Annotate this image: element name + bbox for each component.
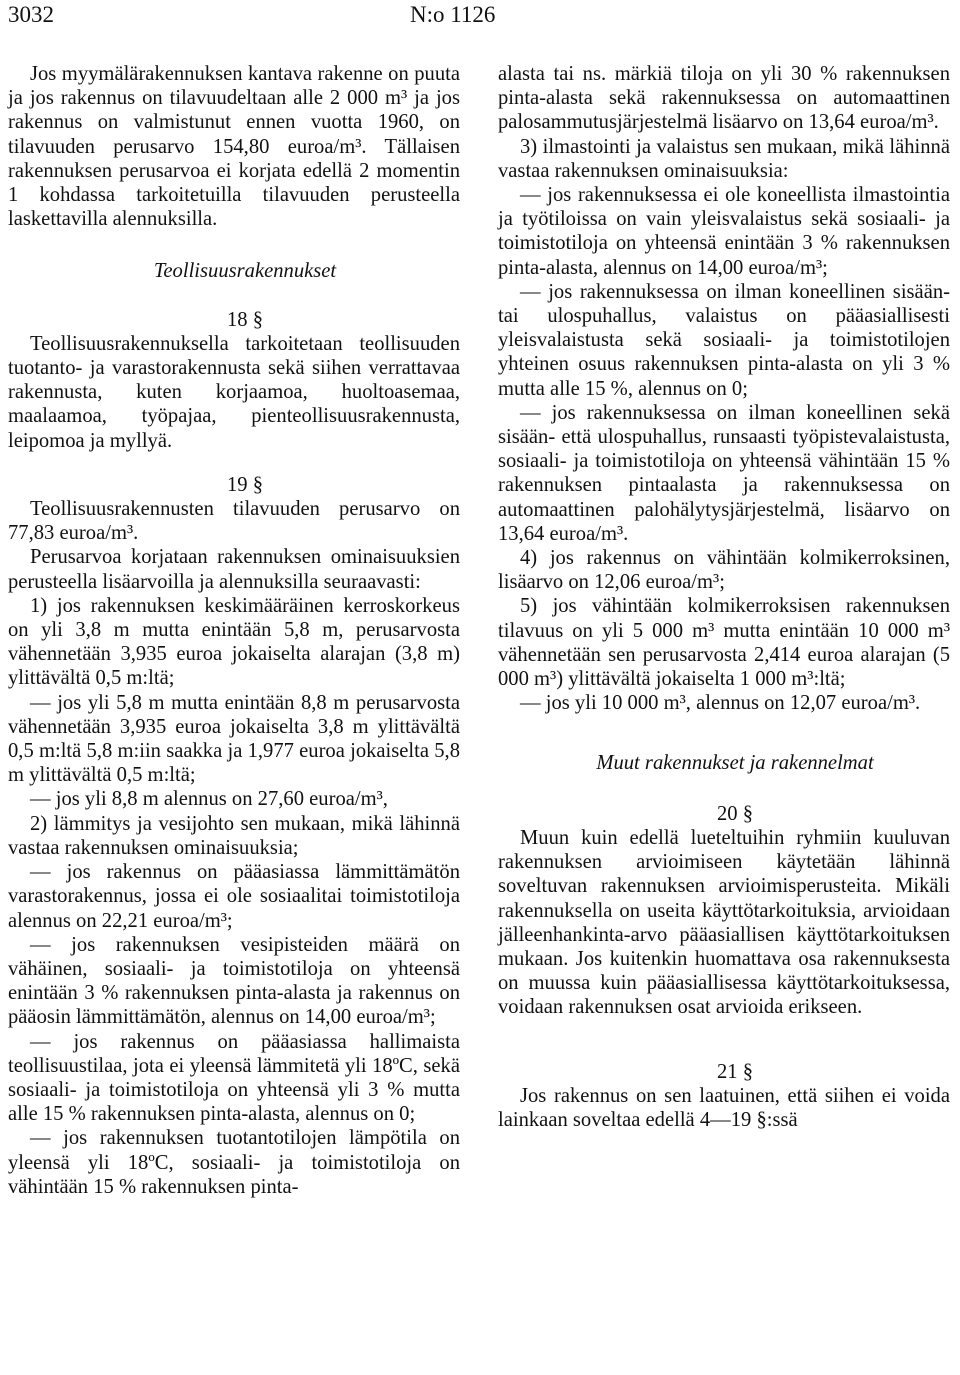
list-item: — jos yli 5,8 m mutta enintään 8,8 m perusarvosta vähennetään 3,935 euroa jokaiselta 3,8 m ylittävältä 0,5 m:ltä 5,8 m:iin saakka ja 1,977 euroa jokaiselta 5,8 m ylittävältä 0,5 m:ltä; [8, 691, 460, 787]
section-heading: Teollisuusrakennukset [153, 260, 337, 283]
list-item: 5) jos vähintään kolmikerroksisen rakennuksen tilavuus on yli 5 000 m³ mutta enintään 10 000 m³ vähennetään sen perusarvosta 2,414 euroa alarajan (5 000 m³) ylittävältä jokaiselta 1 000 m³:ltä; [498, 595, 950, 691]
paragraph: Jos myymälärakennuksen kantava rakenne on puuta ja jos rakennus on tilavuudeltaan alle 2 000 m³ ja jos rakennus on valmistunut ennen vuotta 1960, on tilavuuden perusarvo 154,80 euroa/m³. Tällaisen rakennuksen perusarvoa ei korjata edellä 2 momentin 1 kohdassa tarkoitetuilla tilavuuden perusteella laskettavilla alennuksilla. [8, 63, 460, 231]
paragraph: Muun kuin edellä lueteltuihin ryhmiin kuuluvan rakennuksen arvioimiseen käytetään lähinnä soveltuvan rakennuksen arvioimisperusteita. Mikäli rakennuksella on useita käyttötarkoituksia, arvioidaan jälleenhankinta-arvo pääasiallisen käyttötarkoituksen mukaan. Jos kuitenkin huomattava osa rakennuksesta on muussa kuin pääasiallisessa käyttötarkoituksessa, voidaan rakennuksen osat arvioida erikseen. [498, 826, 950, 1019]
page-header [0, 0, 960, 34]
section-heading: Muut rakennukset ja rakennelmat [596, 752, 874, 775]
section-number: 18 § [226, 308, 264, 331]
section-number: 20 § [716, 802, 754, 825]
paragraph: Teollisuusrakennusten tilavuuden perusarvo on 77,83 euroa/m³. [8, 498, 460, 545]
list-item: — jos rakennuksessa ei ole koneellista ilmastointia ja työtiloissa on vain yleisvalaistus sekä sosiaali- ja toimistotiloja on yhteensä enintään 3 % rakennuksen pinta-alasta, alennus on 14,00 euroa/m³; [498, 184, 950, 279]
right-column [498, 62, 950, 1132]
list-item: — jos rakennuksessa on ilman koneellinen sisään- tai ulospuhallus, valaistus on pääasiallisesti yleisvalaistusta sekä sosiaali- ja toimistotilojen yhteinen osuus rakennuksen pinta-alasta on yli 3 % mutta alle 15 %, alennus on 0; [498, 280, 950, 400]
list-item: — jos yli 10 000 m³, alennus on 12,07 euroa/m³. [520, 692, 921, 715]
left-column [8, 62, 460, 1199]
list-item: — jos rakennuksessa on ilman koneellinen sekä sisään- että ulospuhallus, runsaasti työpistevalaistusta, sosiaali- ja toimistotiloja on yhteensä vähintään 15 % rakennuksen pintaalasta ja rakennuksessa on automaattinen palohälytysjärjestelmä, lisäarvo on 13,64 euroa/m³. [498, 401, 950, 545]
list-item: 2) lämmitys ja vesijohto sen mukaan, mikä lähinnä vastaa rakennuksen ominaisuuksia; [8, 812, 460, 859]
paragraph: alasta tai ns. märkiä tiloja on yli 30 % rakennuksen pinta-alasta sekä rakennuksessa on automaattinen palosammutusjärjestelmä lisäarvo on 13,64 euroa/m³. [498, 63, 950, 134]
paragraph: Teollisuusrakennuksella tarkoitetaan teollisuuden tuotanto- ja varastorakennusta sekä siihen verrattavaa rakennusta, kuten korjaamoa, huoltoasemaa, maalaamoa, työpajaa, pienteollisuusrakennusta, leipomoa ja myllyä. [8, 332, 460, 452]
issue-number: N:o 1126 [410, 2, 496, 27]
list-item: — jos rakennus on pääasiassa lämmittämätön varastorakennus, jossa ei ole sosiaalitai toimistotiloja alennus on 22,21 euroa/m³; [8, 861, 460, 932]
section-number: 21 § [716, 1060, 754, 1083]
list-item: — jos yli 8,8 m alennus on 27,60 euroa/m³, [30, 788, 388, 811]
list-item: 4) jos rakennus on vähintään kolmikerroksinen, lisäarvo on 12,06 euroa/m³; [498, 547, 950, 594]
paragraph: Perusarvoa korjataan rakennuksen ominaisuuksien perusteella lisäarvoilla ja alennuksilla seuraavasti: [8, 546, 460, 593]
list-item: 3) ilmastointi ja valaistus sen mukaan, mikä lähinnä vastaa rakennuksen ominaisuuksia: [498, 135, 950, 182]
paragraph: Jos rakennus on sen laatuinen, että siihen ei voida lainkaan soveltaa edellä 4—19 §:ssä [498, 1084, 950, 1131]
page-number: 3032 [8, 2, 54, 27]
list-item: — jos rakennus on pääasiassa hallimaista teollisuustilaa, jota ei yleensä lämmitetä yli 18ºC, sekä sosiaali- ja toimistotiloja on yhteensä yli 3 % mutta alle 15 % rakennuksen pinta-alasta, alennus on 0; [8, 1030, 460, 1126]
list-item: — jos rakennuksen vesipisteiden määrä on vähäinen, sosiaali- ja toimistotiloja on yhteensä enintään 3 % rakennuksen pinta-alasta ja rakennus on pääosin lämmittämätön, alennus on 14,00 euroa/m³; [8, 933, 460, 1029]
list-item: — jos rakennuksen tuotantotilojen lämpötila on yleensä yli 18ºC, sosiaali- ja toimistotiloja on vähintään 15 % rakennuksen pinta- [8, 1127, 460, 1198]
list-item: 1) jos rakennuksen keskimääräinen kerroskorkeus on yli 3,8 m mutta enintään 5,8 m, perusarvosta vähennetään 3,935 euroa jokaiselta alarajan (3,8 m) ylittävältä 0,5 m:ltä; [8, 594, 460, 690]
section-number: 19 § [226, 473, 264, 496]
